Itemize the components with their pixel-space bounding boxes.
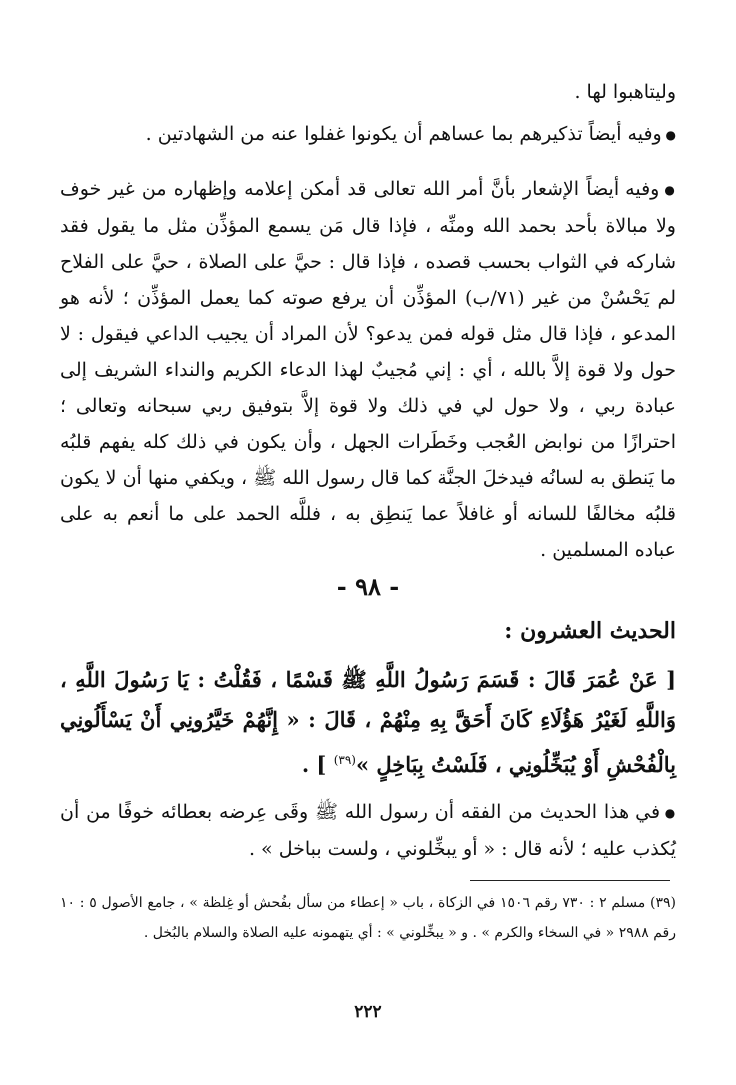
bullet-marker <box>660 801 676 823</box>
bullet-paragraph <box>60 171 676 568</box>
section-heading: الحديث العشرون : <box>504 618 676 644</box>
page-number: ٢٢٢ <box>354 1002 382 1022</box>
footnote-reference: (٣٩) <box>333 753 356 767</box>
bullet-text: في هذا الحديث من الفقه أن رسول الله ﷺ وقَى عِرضه بعطائه خوفًا من أن يُكذب عليه ؛ لأنه قال : « أو يبخِّلوني ، ولست بباخل » . <box>60 801 676 860</box>
main-text <box>60 74 676 568</box>
hadith-closing: ] . <box>301 752 334 777</box>
bullet-text: وفيه أيضاً الإشعار بأنَّ أمر الله تعالى قد أمكن إعلامه وإظهاره من غير خوف ولا مبالاة بأحد بحمد الله ومنِّه ، فإذا قال مَن يسمع المؤذِّن مثل ما يقول فقد شاركه في الثواب بحسب قصده ، فإذا قال : حيَّ على الصلاة ، حيَّ على الفلاح لم يَحْسُنْ من غير (٧١/ب) المؤذِّن أن يرفع صوته كما يعمل المؤذِّن ؛ لأنه هو المدعو ، فإذا قال مثل قوله فمن يدعو؟ لأن المراد أن يجيب الداعي فيقول : لا حول ولا قوة إلاَّ بالله ، أي : إني مُجيبٌ لهذا الدعاء الكريم والنداء الشريف إلى عبادة ربي ، ولا حول لي في ذلك ولا قوة إلاَّ بتوفيق ربي سبحانه وتعالى ؛ احترازًا من نوابض العُجب وخَطَرات الجهل ، وأن يكون في ذلك كله يفهم قلبُه ما يَنطق به لسانُه فيدخلَ الجنَّة كما قال رسول الله ﷺ ، ويكفي منها أن لا يكون قلبُه مخالفًا للسانه أو غافلاً عما يَنطِق به ، فللَّه الحمد على ما أنعم به على عباده المسلمين . <box>60 178 676 561</box>
bullet-paragraph <box>60 794 676 867</box>
section-number: - ٩٨ - <box>336 572 400 601</box>
hadith-text <box>60 660 676 785</box>
bullet-marker <box>662 123 676 145</box>
fiqh-text <box>60 794 676 867</box>
footnote-divider <box>470 880 670 881</box>
bullet-text: وفيه أيضاً تذكيرهم بما عساهم أن يكونوا غفلوا عنه من الشهادتين . <box>145 123 662 145</box>
footnote: (٣٩) مسلم ٢ : ٧٣٠ رقم ١٥٠٦ في الزكاة ، باب « إعطاء من سأل بفُحش أو غِلظة » ، جامع الأصول ٥ : ١٠ رقم ٢٩٨٨ « في السخاء والكرم » . و « يبخِّلوني » : أي يتهمونه عليه الصلاة والسلام بالبُخل . <box>60 895 677 941</box>
bullet-paragraph <box>60 116 676 153</box>
continuation-line: وليتاهبوا لها . <box>574 81 676 103</box>
hadith-body: [ عَنْ عُمَرَ قَالَ : قَسَمَ رَسُولُ اللَّهِ ﷺ قَسْمًا ، فَقُلْتُ : يَا رَسُولَ اللَّهِ ، وَاللَّهِ لَغَيْرُ هَؤُلَاءِ كَانَ أَحَقَّ بِهِ مِنْهُمْ ، قَالَ : « إِنَّهُمْ خَيَّرُونِي أَنْ يَسْأَلُونِي بِالْفُحْشِ أَوْ يُبَخِّلُونِي ، فَلَسْتُ بِبَاخِلٍ » <box>60 667 676 777</box>
bullet-marker <box>659 178 676 200</box>
